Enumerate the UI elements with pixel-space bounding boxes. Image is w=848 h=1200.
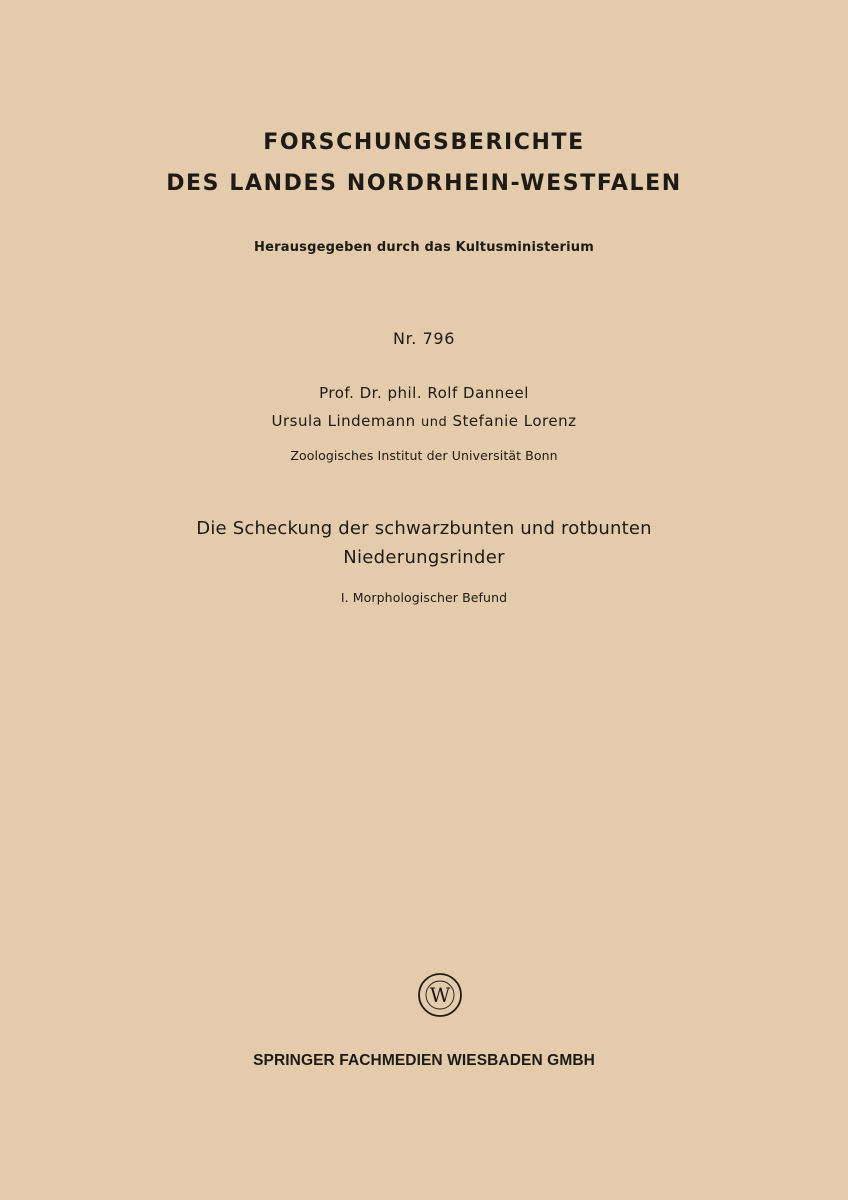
book-title-line-1: Die Scheckung der schwarzbunten und rotbunten (196, 518, 652, 539)
book-title-line-2: Niederungsrinder (343, 547, 505, 568)
author-line-2 (0, 412, 848, 430)
institute-affiliation: Zoologisches Institut der Universität Bonn (290, 448, 558, 463)
author-name-lindemann: Ursula Lindemann (271, 412, 416, 430)
logo-letter: W (429, 983, 451, 1007)
series-title-line-2: DES LANDES NORDRHEIN-WESTFALEN (166, 171, 682, 196)
author-line-1: Prof. Dr. phil. Rolf Danneel (319, 384, 529, 402)
author-name-lorenz: Stefanie Lorenz (452, 412, 577, 430)
publisher-imprint: SPRINGER FACHMEDIEN WIESBADEN GMBH (253, 1052, 595, 1069)
springer-circled-w-logo-icon (417, 972, 463, 1018)
author-conjunction: und (420, 415, 448, 430)
volume-number: Nr. 796 (393, 329, 455, 348)
series-title-line-1: FORSCHUNGSBERICHTE (263, 130, 585, 155)
publisher-note: Herausgegeben durch das Kultusministerium (254, 240, 594, 255)
book-subtitle: I. Morphologischer Befund (340, 590, 508, 605)
